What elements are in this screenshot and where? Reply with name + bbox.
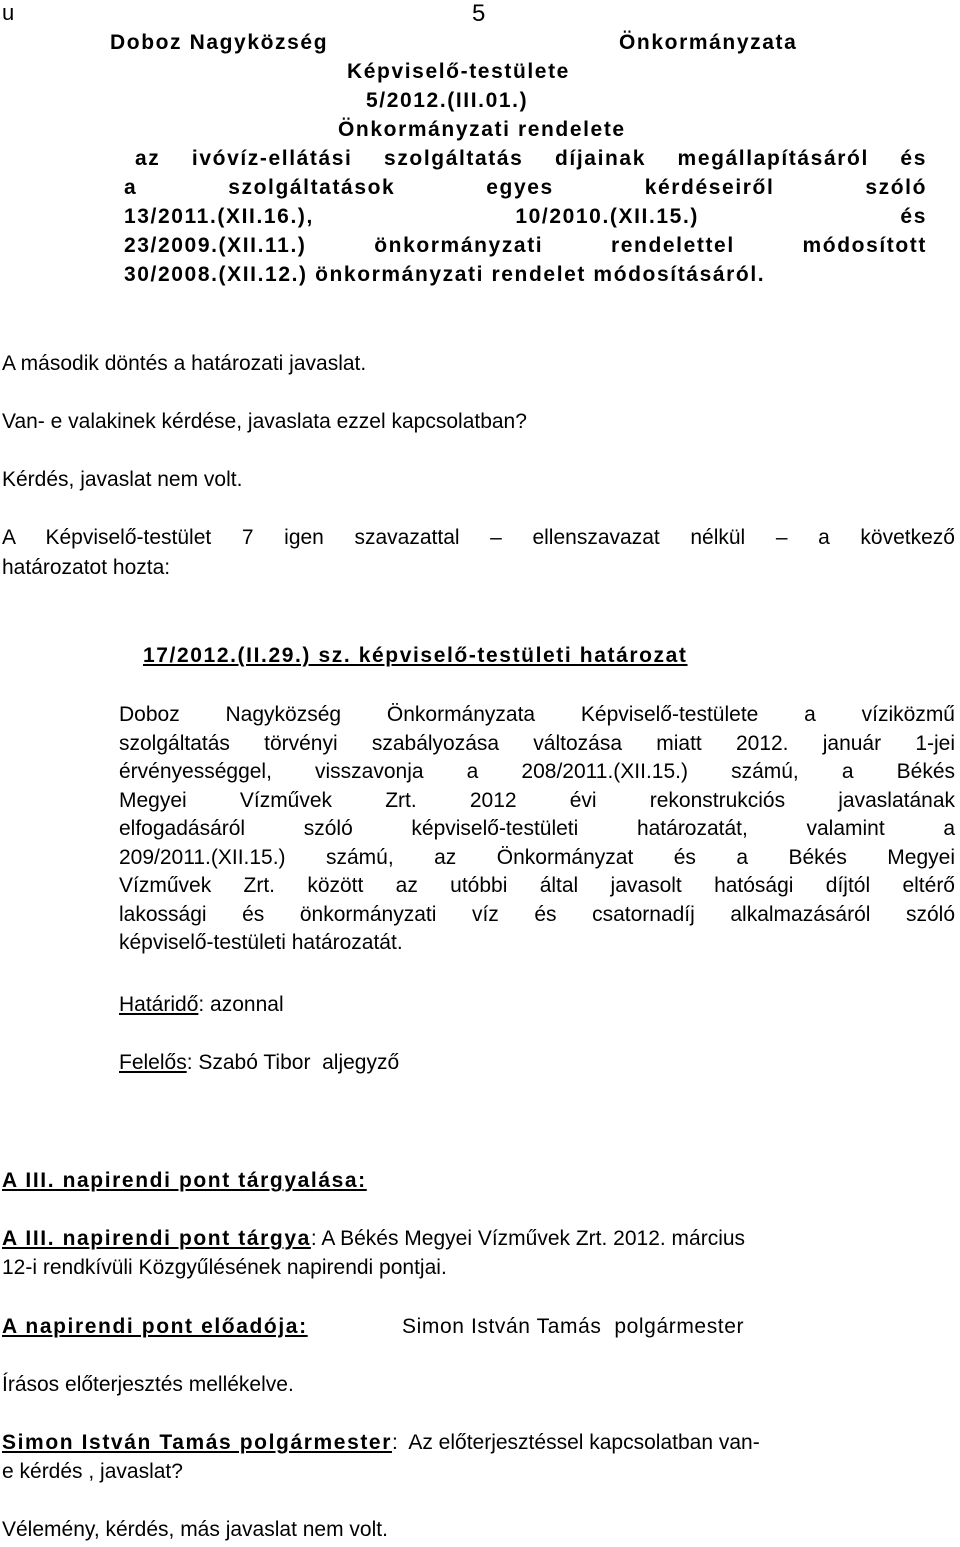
decision-intro: A második döntés a határozati javaslat. [2,352,367,375]
header-line6: a szolgáltatások egyes kérdéseiről szóló [124,176,927,199]
agenda-subject-text: : A Békés Megyei Vízművek Zrt. 2012. március [310,1227,746,1250]
presenter-value: Simon István Tamás polgármester [402,1315,745,1338]
header-line9: 30/2008.(XII.12.) önkormányzati rendelet módosításáról. [124,263,766,286]
header-line7: 13/2011.(XII.16.), 10/2010.(XII.15.) és [124,205,927,228]
header-line1-right: Önkormányzata [619,31,798,54]
responsible-row [119,1051,399,1075]
resolution-line: szolgáltatás törvényi szabályozása változása miatt 2012. január 1-jei [119,731,955,755]
final-note: Vélemény, kérdés, más javaslat nem volt. [2,1518,388,1541]
resolution-title: 17/2012.(II.29.) sz. képviselő-testületi határozat [143,644,688,667]
agenda-heading: A III. napirendi pont tárgyalása: [2,1169,367,1192]
deadline-label: Határidő [119,993,199,1016]
agenda-subject-line2: 12-i rendkívüli Közgyűlésének napirendi pontjai. [2,1256,447,1279]
header-line5: az ivóvíz-ellátási szolgáltatás díjainak megállapításáról és [135,147,927,170]
header-line3: 5/2012.(III.01.) [366,89,529,112]
vote-result-line2: határozatot hozta: [2,556,171,579]
resolution-line: Doboz Nagyközség Önkormányzata Képviselő-testülete a víziközmű [119,703,955,726]
page-number: 5 [472,0,486,27]
resolution-last-line: képviselő-testületi határozatát. [119,931,403,954]
deadline-value: : azonnal [198,993,284,1016]
speaker-line2: e kérdés , javaslat? [2,1460,183,1483]
attachment-note: Írásos előterjesztés mellékelve. [2,1373,294,1396]
no-question-text: Kérdés, javaslat nem volt. [2,468,243,491]
question-text: Van- e valakinek kérdése, javaslata ezzel kapcsolatban? [2,410,527,433]
resolution-line: Megyei Vízművek Zrt. 2012 évi rekonstrukciós javaslatának [119,788,955,812]
speaker-line1 [2,1431,760,1455]
speaker-label: Simon István Tamás polgármester [2,1431,392,1454]
vote-result-line1: A Képviselő-testület 7 igen szavazattal – ellenszavazat nélkül – a következő [2,526,955,549]
agenda-subject-line1 [2,1227,945,1251]
responsible-value: : Szabó Tibor aljegyző [186,1051,400,1074]
presenter-label: A napirendi pont előadója: [2,1315,308,1338]
resolution-body [119,701,955,958]
resolution-line: Vízművek Zrt. között az utóbbi által javasolt hatósági díjtól eltérő [119,874,955,897]
header-line8: 23/2009.(XII.11.) önkormányzati rendelettel módosított [124,234,927,257]
agenda-subject-label: A III. napirendi pont tárgya [2,1227,311,1250]
speaker-question: : Az előterjesztéssel kapcsolatban van- [392,1431,760,1454]
resolution-line: elfogadásáról szóló képviselő-testületi határozatát, valamint a [119,817,955,840]
header-line4: Önkormányzati rendelete [338,118,626,141]
resolution-line: lakossági és önkormányzati víz és csatornadíj alkalmazásáról szóló [119,902,955,926]
header-line1-left: Doboz Nagyközség [110,31,329,54]
corner-mark: u [2,0,15,25]
resolution-line: érvényességgel, visszavonja a 208/2011.(XII.15.) számú, a Békés [119,760,955,783]
header-line2: Képviselő-testülete [347,60,570,83]
responsible-label: Felelős [119,1051,187,1074]
resolution-line: 209/2011.(XII.15.) számú, az Önkormányzat és a Békés Megyei [119,845,955,869]
deadline-row [119,993,284,1017]
